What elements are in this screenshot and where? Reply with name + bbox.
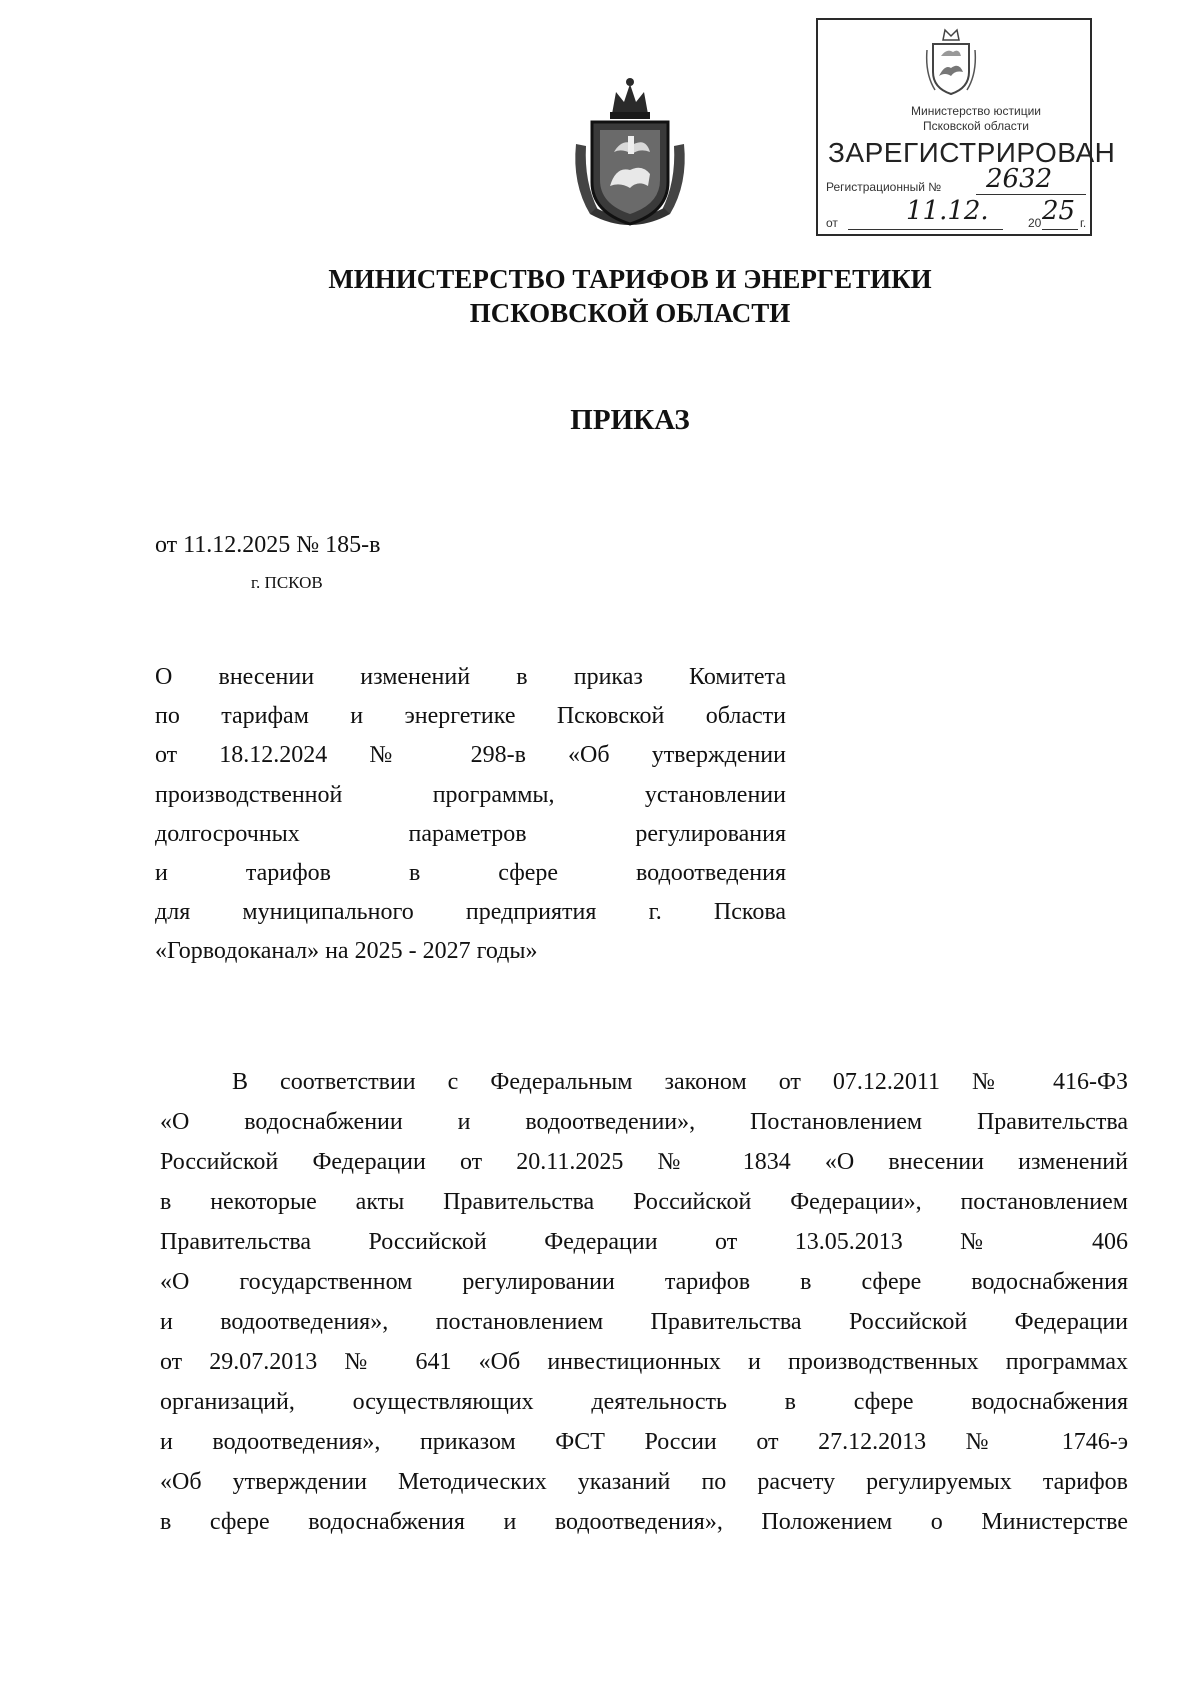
ministry-title (200, 262, 1060, 330)
stamp-date-prefix: от (826, 216, 838, 230)
stamp-status: ЗАРЕГИСТРИРОВАН (828, 137, 1116, 168)
body-line: от 29.07.2013 № 641 «Об инвестиционных и производственных программах (160, 1349, 1128, 1375)
stamp-year-suffix: г. (1080, 216, 1087, 230)
stamp-ministry-line: Министерство юстиции (911, 104, 1041, 118)
stamp-year-value: 25 (1042, 196, 1076, 226)
body-line: и водоотведения», постановлением Правительства Российской Федерации (160, 1309, 1128, 1335)
subject-line: долгосрочных параметров регулирования (155, 820, 786, 847)
document-body (160, 1062, 1128, 1542)
body-line: «Об утверждении Методических указаний по расчету регулируемых тарифов (160, 1469, 1128, 1495)
document-date-number: от 11.12.2025 № 185-в (155, 532, 381, 558)
body-line: «О государственном регулировании тарифов в сфере водоснабжения (160, 1269, 1128, 1295)
stamp-region-line: Псковской области (923, 119, 1029, 133)
stamp-date-underline (848, 229, 1003, 230)
ministry-title-line2: ПСКОВСКОЙ ОБЛАСТИ (469, 298, 791, 328)
registration-stamp (816, 18, 1116, 236)
body-line: и водоотведения», приказом ФСТ России от 27.12.2013 № 1746-э (160, 1429, 1128, 1455)
body-line: организаций, осуществляющих деятельность в сфере водоснабжения (160, 1389, 1128, 1415)
ministry-title-line1: МИНИСТЕРСТВО ТАРИФОВ И ЭНЕРГЕТИКИ (328, 264, 932, 294)
document-subject (155, 658, 786, 972)
subject-line: «Горводоканал» на 2025 - 2027 годы» (155, 938, 538, 965)
stamp-number-underline (976, 194, 1086, 195)
stamp-number-label: Регистрационный № (826, 180, 942, 194)
stamp-date-row (826, 196, 1088, 230)
subject-line: от 18.12.2024 № 298-в «Об утверждении (155, 742, 786, 769)
document-city: г. ПСКОВ (251, 573, 323, 592)
body-line: в сфере водоснабжения и водоотведения», Положением о Министерстве (160, 1509, 1128, 1535)
stamp-year-underline (1042, 229, 1078, 230)
subject-line: для муниципального предприятия г. Пскова (155, 899, 786, 926)
stamp-number-value: 2632 (986, 164, 1053, 194)
stamp-number-row (826, 164, 1088, 194)
coat-of-arms-icon (568, 74, 692, 232)
body-line: В соответствии с Федеральным законом от 07.12.2011 № 416-ФЗ (232, 1069, 1128, 1095)
stamp-emblem-icon (925, 26, 977, 98)
stamp-date-value: 11.12. (906, 196, 989, 226)
subject-line: производственной программы, установлении (155, 781, 786, 808)
stamp-year-prefix: 20 (1028, 216, 1042, 230)
body-line: «О водоснабжении и водоотведении», Постановлением Правительства (160, 1109, 1128, 1135)
body-line: в некоторые акты Правительства Российской Федерации», постановлением (160, 1189, 1128, 1215)
subject-line: О внесении изменений в приказ Комитета (155, 664, 786, 690)
body-line: Российской Федерации от 20.11.2025 № 1834 «О внесении изменений (160, 1149, 1128, 1175)
body-line: Правительства Российской Федерации от 13.05.2013 № 406 (160, 1229, 1128, 1255)
document-type: ПРИКАЗ (570, 404, 690, 436)
subject-line: и тарифов в сфере водоотведения (155, 859, 786, 886)
subject-line: по тарифам и энергетике Псковской области (155, 703, 786, 730)
